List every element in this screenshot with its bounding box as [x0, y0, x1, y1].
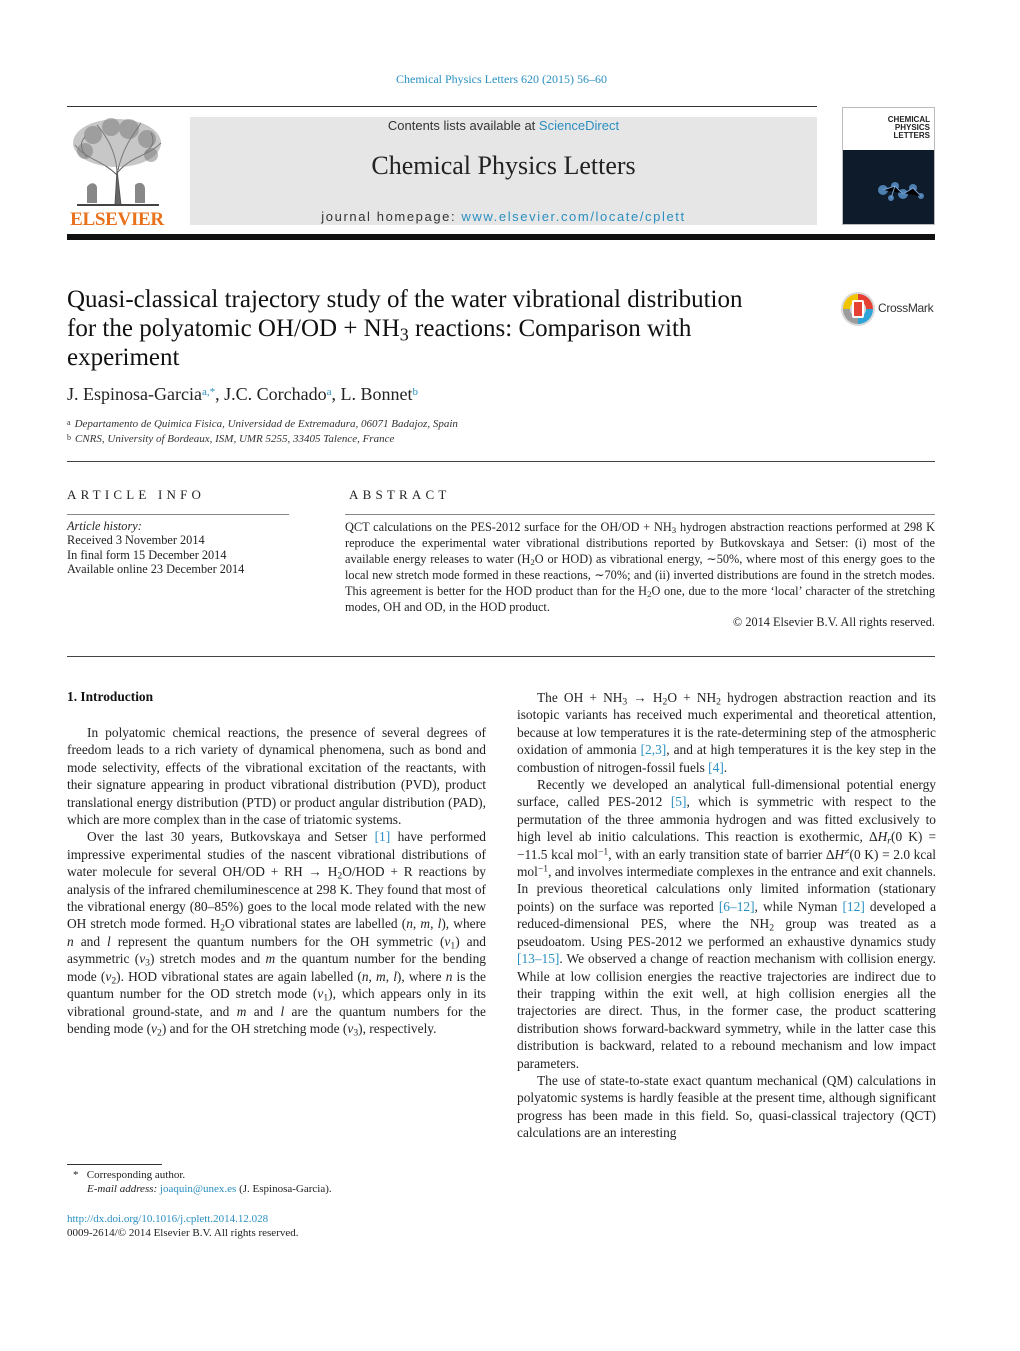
- title-line: experiment: [67, 344, 180, 371]
- cover-title-line: CHEMICAL: [887, 115, 930, 124]
- author-separator: ,: [215, 384, 225, 404]
- homepage-link[interactable]: www.elsevier.com/locate/cplett: [461, 209, 686, 224]
- doi-link[interactable]: http://dx.doi.org/10.1016/j.cplett.2014.12.028: [67, 1213, 269, 1225]
- tree-icon: [67, 115, 167, 209]
- doi-block: [67, 1212, 467, 1240]
- body-column-right: [517, 689, 936, 1142]
- contents-prefix: Contents lists available at: [387, 118, 539, 133]
- footnote-rule: [67, 1164, 162, 1165]
- issn-line: 0009-2614/© 2014 Elsevier B.V. All rights reserved.: [67, 1227, 299, 1240]
- citation-link[interactable]: [2,3]: [640, 742, 667, 758]
- sciencedirect-link[interactable]: ScienceDirect: [538, 118, 620, 133]
- author-affil-marks[interactable]: a: [326, 386, 332, 399]
- footnote: [67, 1168, 467, 1196]
- cover-title-line: LETTERS: [893, 131, 930, 140]
- paragraph: Recently we developed an analytical full-dimensional potential energy surface, called PES-2012 [5], which is symmetric with respect to the permutation of the three ammonia hydrogen and was fitted exclusively to high level ab initio calculations. This reaction is exothermic, $\Delta H_r(0$ K) = −11.5 kcal mol$^{-1}$, with an early transition state of barrier ΔH≠(0 K) = 2.0 kcal mol$^{-1}$, and involves intermediate complexes in the entrance and exit channels. In previous theoretical calculations only limited information (stationary points) on the surface was reported [6–12], while Nyman [12] developed a reduced-dimensional PES, where the $NH_2$ group was treated as a pseudoatom. Using PES-2012 we performed an exhaustive dynamics study [13–15]. We observed a change of reaction mechanism with collision energy. While at low collision energies the reactive trajectories are indirect due to their trapping within the exit well, at high collision energies all the trajectories are direct. Thus, in the former case, the product scattering distribution shows forward-backward symmetry, while in the latter case this distribution is backward, related to a rebound mechanism and low impact parameters.: [517, 777, 937, 1071]
- molecule-icon: [843, 150, 935, 225]
- author-separator: ,: [331, 384, 341, 404]
- abstract-rule: [345, 514, 935, 515]
- affiliation-a: [67, 418, 767, 430]
- contents-line: [190, 118, 817, 133]
- email-label: E-mail address:: [87, 1183, 160, 1196]
- elsevier-wordmark: ELSEVIER: [70, 209, 164, 230]
- title-text: reactions: Comparison with: [408, 315, 692, 342]
- paragraph: The OH + $NH_3 \to H_2O + NH_2$ hydrogen abstraction reaction and its isotopic variants has received much experimental and theoretical attention, because at low temperatures it is the rate-determining step of the atmospheric oxidation of ammonia [2,3], and at high temperatures it is the key step in the combustion of nitrogen-fossil fuels [4].: [517, 690, 937, 775]
- header-thick-rule: [67, 234, 935, 240]
- title-line: Quasi-classical trajectory study of the water vibrational distribution: [67, 286, 743, 313]
- body-column-left: [67, 724, 486, 1037]
- homepage-line: [190, 209, 817, 224]
- crossmark-icon: [840, 291, 876, 327]
- history-online: Available online 23 December 2014: [67, 561, 245, 576]
- affiliation-b: [67, 433, 767, 445]
- article-info-heading: ARTICLE INFO: [67, 487, 206, 502]
- affiliation-text: CNRS, University of Bordeaux, ISM, UMR 5255, 33405 Talence, France: [75, 433, 395, 445]
- abstract-heading: ABSTRACT: [349, 487, 451, 502]
- paragraph: The use of state-to-state exact quantum mechanical (QM) calculations in polyatomic systems is hardly feasible at the present time, although significant progress has been made in this field. So, quasi-classical trajectory (QCT) calculations are an interesting: [517, 1072, 936, 1141]
- journal-name: Chemical Physics Letters: [371, 151, 636, 180]
- citation-link[interactable]: [6–12]: [718, 898, 755, 914]
- header-rule: [67, 106, 817, 107]
- journal-cover[interactable]: [842, 107, 935, 225]
- paragraph: In polyatomic chemical reactions, the presence of several degrees of freedom leads to a rich variety of dynamical phenomena, such as bond and mode selectivity, effects of the vibrational excitation of the reactants, with their signature appearing in product vibrational distribution (PVD), product translational energy distribution (PTD) or product angular distribution (PAD), which are more complex than in the case of triatomic systems.: [67, 725, 486, 828]
- email-link[interactable]: joaquin@unex.es: [159, 1183, 237, 1196]
- history-label: Article history:: [67, 519, 142, 533]
- title-line: [67, 314, 827, 343]
- journal-banner: [190, 117, 817, 225]
- cover-title-line: PHYSICS: [894, 123, 930, 132]
- affiliation-mark: a: [67, 418, 71, 427]
- citation-link[interactable]: [5]: [670, 794, 687, 810]
- section-heading-introduction: 1. Introduction: [67, 689, 154, 704]
- author-list: [67, 384, 827, 405]
- journal-reference[interactable]: Chemical Physics Letters 620 (2015) 56–60: [396, 72, 607, 86]
- crossmark-badge[interactable]: [840, 291, 940, 329]
- citation-link[interactable]: [12]: [842, 898, 865, 914]
- title-subscript: 3: [399, 324, 409, 345]
- author-name[interactable]: J.C. Corchado: [224, 384, 327, 404]
- citation-link[interactable]: [4]: [708, 759, 724, 775]
- abstract-copyright: © 2014 Elsevier B.V. All rights reserved.: [732, 615, 935, 629]
- author-name[interactable]: J. Espinosa-Garcia: [67, 384, 202, 404]
- article-info-rule: [67, 514, 289, 515]
- paragraph: Over the last 30 years, Butkovskaya and Setser [1] have performed impressive experimental studies of the nascent vibrational distributions of water molecule for several OH/OD + RH → $H_2O$/HOD + R reactions by analysis of the infrared chemiluminescence at 298 K. They found that most of the vibrational energy (80–85%) goes to the local mode related with the new OH stretch mode formed. $H_2O$ vibrational states are labelled (n, m, l), where n and l represent the quantum numbers for the OH symmetric $(\nu_1)$ and asymmetric $(\nu_3)$ stretch modes and m the quantum number for the bending mode $(\nu_2)$. HOD vibrational states are again labelled (n, m, l), where n is the quantum number for the OD stretch mode $(\nu_1)$, which appears only in its vibrational ground-state, and m and l are the quantum numbers for the bending mode $(\nu_2)$ and for the OH stretching mode $(\nu_3)$, respectively.: [67, 829, 487, 1039]
- affiliation-text: Departamento de Quimica Fisica, Universidad de Extremadura, 06071 Badajoz, Spain: [74, 418, 458, 430]
- body-rule: [67, 656, 935, 657]
- homepage-prefix: journal homepage:: [321, 209, 462, 224]
- abstract-text: QCT calculations on the PES-2012 surface for the $OH/OD + NH_3$ hydrogen abstraction reactions performed at 298 K reproduce the experimental water vibrational distributions reported by Butkovskaya and Setser: (i) most of the available energy releases to water ($H_2O$ or HOD) as vibrational energy, ∼50%, where most of this energy goes to the local new stretch mode formed in these reactions, ∼70%; and (ii) inverted distributions are found in the stretch modes. This agreement is better for the HOD product than for the $H_2O$ one, due to the more ‘local’ character of the stretching modes, OH and OD, in the HOD product.: [345, 520, 935, 614]
- citation-link[interactable]: [13–15]: [517, 951, 560, 967]
- elsevier-logo: [67, 115, 167, 230]
- author-affil-marks[interactable]: b: [412, 386, 418, 399]
- crossmark-label: CrossMark: [878, 301, 934, 315]
- cover-image: [843, 150, 934, 225]
- citation-link[interactable]: [1]: [374, 829, 391, 845]
- author-affil-marks[interactable]: a,*: [201, 386, 216, 399]
- article-title: [67, 285, 827, 372]
- cover-title: [888, 116, 930, 140]
- author-name[interactable]: L. Bonnet: [340, 384, 413, 404]
- email-owner: (J. Espinosa-Garcia).: [236, 1183, 332, 1196]
- footnote-mark: *: [73, 1169, 79, 1181]
- history-final-form: In final form 15 December 2014: [67, 547, 227, 562]
- affiliation-mark: b: [67, 433, 71, 442]
- section-rule: [67, 461, 935, 462]
- article-history: [67, 519, 297, 576]
- history-received: Received 3 November 2014: [67, 533, 205, 548]
- title-text: for the polyatomic OH/OD + NH: [67, 315, 400, 342]
- email-note: [67, 1182, 467, 1196]
- corresponding-text: Corresponding author.: [86, 1169, 186, 1181]
- corresponding-note: [67, 1168, 467, 1182]
